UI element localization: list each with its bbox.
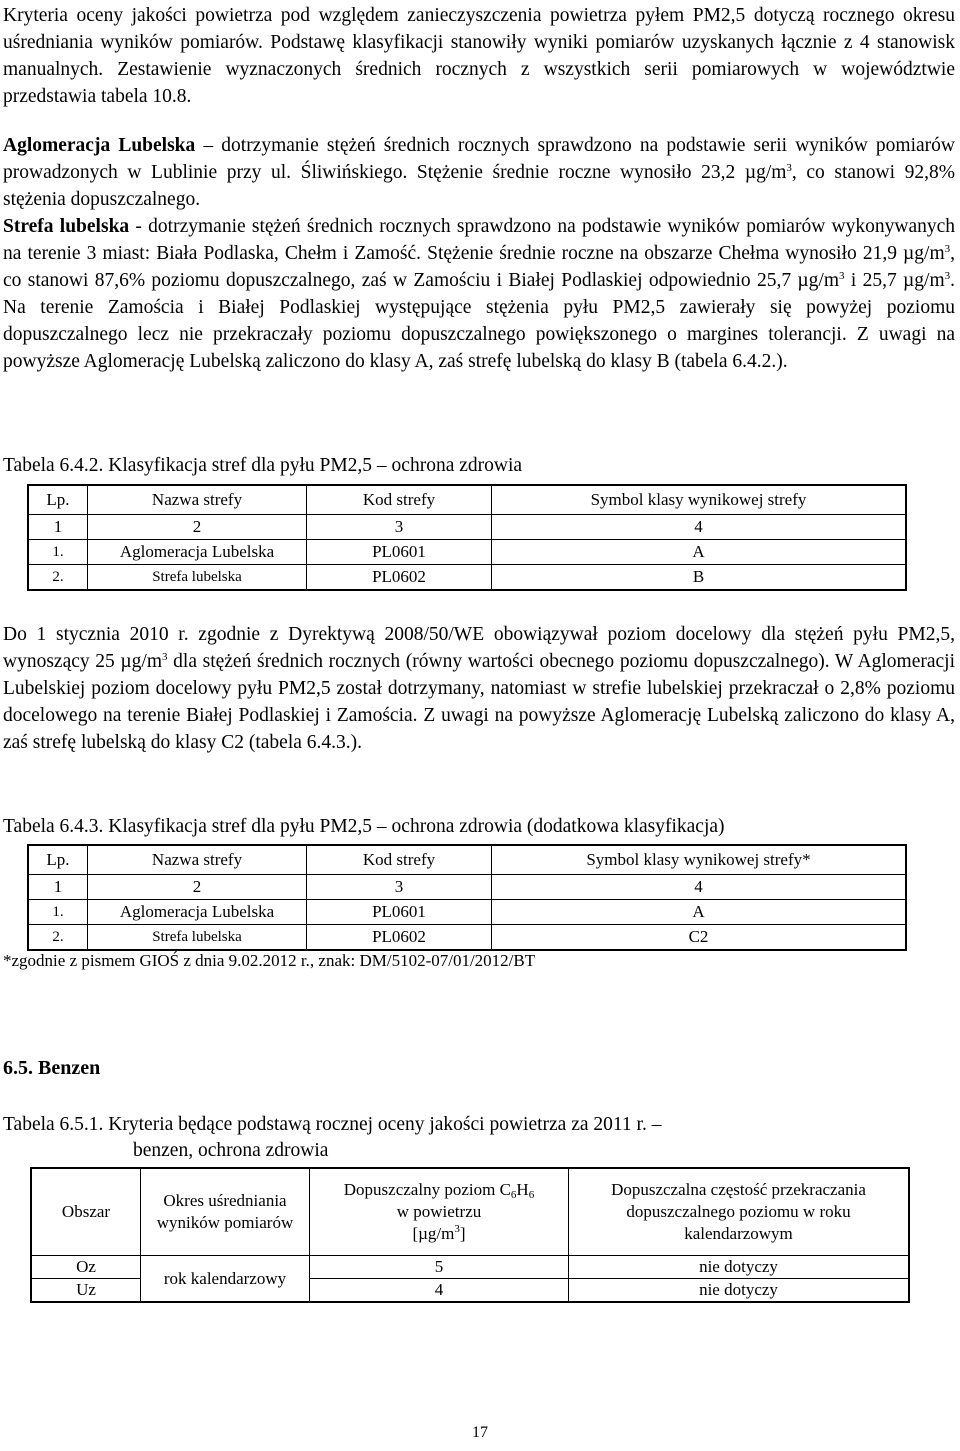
table-cell: 5	[310, 1256, 569, 1279]
header-poziom	[310, 1168, 569, 1256]
table-header-row	[28, 845, 906, 875]
page-number: 17	[472, 1424, 488, 1441]
superscript: 3	[944, 243, 951, 255]
table-cell: A	[492, 900, 907, 925]
strefa-bold: Strefa lubelska	[3, 216, 130, 237]
strefa-text-4: . Na terenie Zamościa i Białej Podlaskiej występujące stężenia pyłu PM2,5 zawierały się powyżej poziomu dopuszczalnego lecz nie przekraczały poziomu dopuszczalnego powiększonego o margines tolerancji. Z uwagi na powyższe Aglomerację Lubelską zaliczono do klasy A, zaś strefę lubelską do klasy B (tabela 6.4.2.).	[3, 270, 955, 372]
table-cell: 1.	[28, 900, 88, 925]
number-cell: 4	[492, 875, 907, 900]
superscript: 3	[944, 270, 951, 282]
table2-footnote: *zgodnie z pismem GIOŚ z dnia 9.02.2012 r., znak: DM/5102-07/01/2012/BT	[3, 951, 536, 970]
number-cell: 3	[307, 875, 492, 900]
table-row	[31, 1256, 909, 1279]
docelowy-paragraph	[3, 621, 955, 756]
table-cell: Oz	[31, 1256, 141, 1279]
header-poziom-b: w powietrzu	[396, 1202, 482, 1221]
table-6-5-1	[30, 1167, 910, 1303]
table-cell: 4	[310, 1279, 569, 1303]
header-cell: Symbol klasy wynikowej strefy	[492, 485, 907, 515]
subscript: 6	[510, 1189, 517, 1201]
table-cell: 2.	[28, 565, 88, 591]
strefa-text-2: , co stanowi 87,6% poziomu dopuszczalnego, zaś w Zamościu i Białej Podlaskiej odpowiednio 25,7 µg/m	[3, 243, 955, 291]
intro-line-4: rocznych z wszystkich serii pomiarowych w województwie przedstawia tabela 10.8.	[3, 59, 955, 107]
table-cell: B	[492, 565, 907, 591]
table-cell: 2.	[28, 925, 88, 951]
superscript: 3	[454, 1223, 460, 1235]
aglomeracja-text-2: , co stanowi 92,8% stężenia dopuszczalnego.	[3, 162, 955, 210]
table-row	[28, 540, 906, 565]
table-cell: Aglomeracja Lubelska	[88, 900, 307, 925]
docelowy-text-1: Do 1 stycznia 2010 r. zgodnie z Dyrektywą 2008/50/WE obowiązywał poziom docelowy dla stężeń pyłu PM2,5, wynoszący 25 µg/m	[3, 624, 955, 672]
section-heading: 6.5. Benzen	[3, 1057, 101, 1079]
number-cell: 3	[307, 515, 492, 540]
table-cell: Uz	[31, 1279, 141, 1303]
superscript: 3	[162, 651, 168, 663]
header-okres: Okres uśredniania wyników pomiarów	[141, 1168, 310, 1256]
header-cell: Kod strefy	[307, 845, 492, 875]
table-6-4-3	[27, 844, 907, 951]
table-row	[28, 925, 906, 951]
number-cell: 2	[88, 515, 307, 540]
header-cell: Kod strefy	[307, 485, 492, 515]
table-cell: Strefa lubelska	[88, 565, 307, 591]
table1-caption: Tabela 6.4.2. Klasyfikacja stref dla pyłu PM2,5 – ochrona zdrowia	[3, 455, 523, 476]
table-cell: PL0601	[307, 900, 492, 925]
table-cell: 1.	[28, 540, 88, 565]
header-obszar: Obszar	[31, 1168, 141, 1256]
table-cell: Strefa lubelska	[88, 925, 307, 951]
number-cell: 4	[492, 515, 907, 540]
table-header-row	[28, 485, 906, 515]
table-cell: PL0602	[307, 925, 492, 951]
docelowy-text-2: dla stężeń średnich rocznych (równy wartości obecnego poziomu dopuszczalnego). W Aglomeracji Lubelskiej poziom docelowy pyłu PM2,5 został dotrzymany, natomiast w strefie lubelskiej przekraczał o 2,8% poziomu docelowego na terenie Białej Podlaskiej i Zamościa. Z uwagi na powyższe Aglomerację Lubelską zaliczono do klasy A, zaś strefę lubelską do klasy C2 (tabela 6.4.3.).	[3, 651, 955, 753]
table-cell: C2	[492, 925, 907, 951]
header-poziom-d: ]	[459, 1224, 466, 1243]
table2-caption: Tabela 6.4.3. Klasyfikacja stref dla pyłu PM2,5 – ochrona zdrowia (dodatkowa klasyfikacja)	[3, 816, 725, 837]
header-poziom-c: [µg/m	[412, 1224, 455, 1243]
table-cell: A	[492, 540, 907, 565]
table-cell: PL0602	[307, 565, 492, 591]
table-cell: PL0601	[307, 540, 492, 565]
strefa-text-1: - dotrzymanie stężeń średnich rocznych sprawdzono na podstawie wyników pomiarów wykonywanych na terenie 3 miast: Biała Podlaska, Chełm i Zamość. Stężenie średnie roczne na obszarze Chełma wynosiło 21,9 µg/m	[3, 216, 956, 264]
table-cell: nie dotyczy	[569, 1256, 910, 1279]
subscript: 6	[528, 1189, 535, 1201]
header-cell: Nazwa strefy	[88, 845, 307, 875]
strefa-text-3: i 25,7 µg/m	[844, 270, 945, 291]
header-cell: Lp.	[28, 485, 88, 515]
table-number-row	[28, 515, 906, 540]
table-header-row	[31, 1168, 909, 1256]
header-czestosc: Dopuszczalna częstość przekraczania dopuszczalnego poziomu w roku kalendarzowym	[569, 1168, 910, 1256]
intro-line-3: pomiarów uzyskanych łącznie z 4 stanowisk manualnych. Zestawienie wyznaczonych średnich	[3, 32, 956, 80]
table-row	[28, 565, 906, 591]
superscript: 3	[786, 162, 792, 174]
table-number-row	[28, 875, 906, 900]
table3-caption-line-2: benzen, ochrona zdrowia	[133, 1140, 329, 1161]
header-cell: Lp.	[28, 845, 88, 875]
header-poziom-a: Dopuszczalny poziom C	[343, 1180, 511, 1199]
table-cell: nie dotyczy	[569, 1279, 910, 1303]
number-cell: 1	[28, 515, 88, 540]
number-cell: 2	[88, 875, 307, 900]
intro-line-1: Kryteria oceny jakości powietrza pod względem zanieczyszczenia powietrza pyłem PM2,5	[3, 5, 746, 26]
aglomeracja-bold: Aglomeracja Lubelska	[3, 135, 196, 156]
okres-cell: rok kalendarzowy	[141, 1256, 310, 1303]
intro-line-2: dotyczą rocznego okresu uśredniania wyników pomiarów. Podstawę klasyfikacji stanowiły wyniki	[3, 5, 956, 53]
superscript: 3	[839, 270, 845, 282]
table-row	[28, 900, 906, 925]
table-cell: Aglomeracja Lubelska	[88, 540, 307, 565]
number-cell: 1	[28, 875, 88, 900]
intro-paragraph	[3, 2, 955, 110]
table3-caption-line-1: Tabela 6.5.1. Kryteria będące podstawą rocznej oceny jakości powietrza za 2011 r. –	[3, 1114, 662, 1135]
header-poziom-h: H	[516, 1180, 529, 1199]
aglomeracja-text-1: – dotrzymanie stężeń średnich rocznych sprawdzono na podstawie serii wyników pomiarów prowadzonych w Lublinie przy ul. Śliwińskiego. Stężenie średnie roczne wynosiło 23,2 µg/m	[3, 135, 955, 183]
aglomeracja-paragraph	[3, 132, 955, 375]
header-cell: Symbol klasy wynikowej strefy*	[492, 845, 907, 875]
header-cell: Nazwa strefy	[88, 485, 307, 515]
table-6-4-2	[27, 484, 907, 591]
